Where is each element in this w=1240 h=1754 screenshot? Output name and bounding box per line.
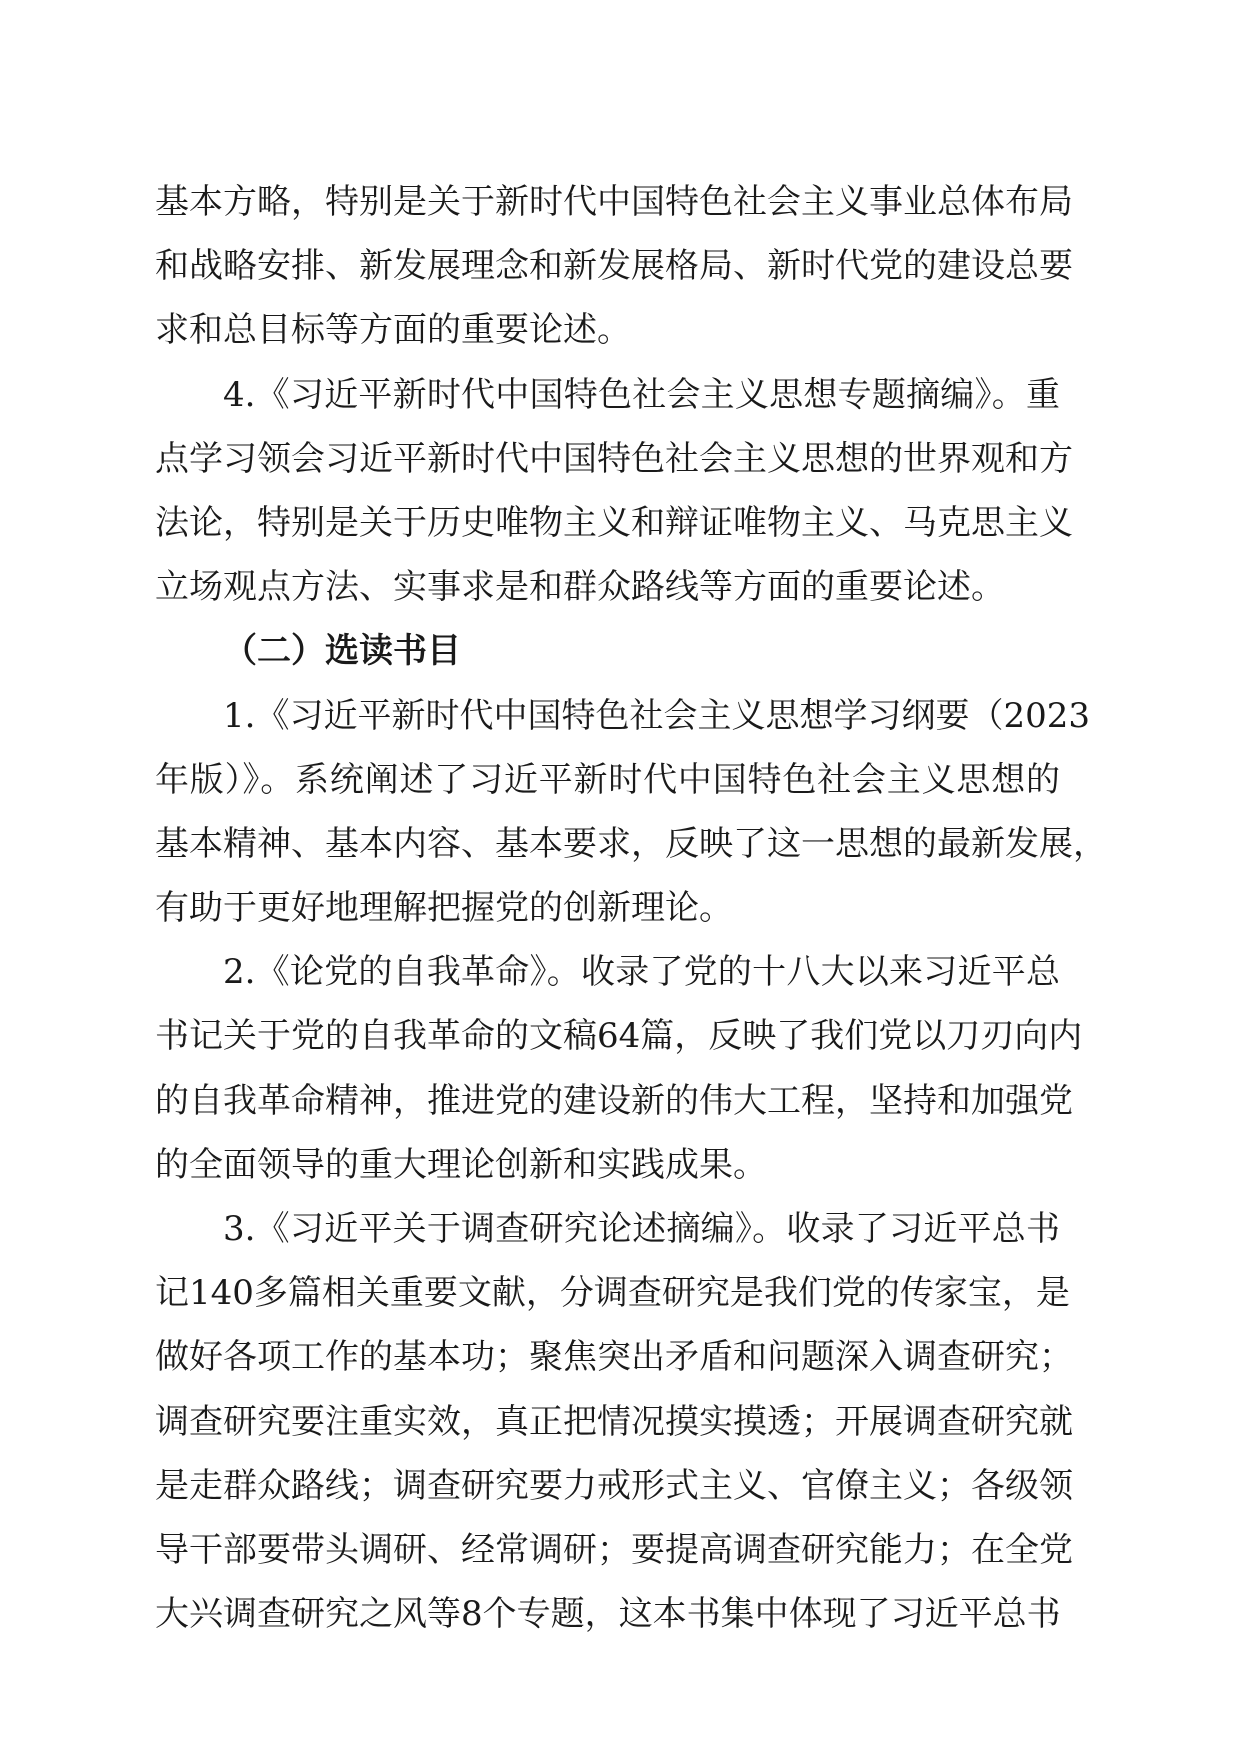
text-line: 做好各项工作的基本功；聚焦突出矛盾和问题深入调查研究； — [155, 1337, 1073, 1378]
text-line: 大兴调查研究之风等8个专题，这本书集中体现了习近平总书 — [155, 1594, 1061, 1635]
required-item-4-paragraph — [155, 363, 1073, 620]
text-line: 求和总目标等方面的重要论述。 — [155, 310, 631, 351]
elective-item-2-paragraph — [155, 940, 1083, 1197]
text-line: 年版）》。系统阐述了习近平新时代中国特色社会主义思想的 — [155, 759, 1060, 800]
text-line: 调查研究要注重实效，真正把情况摸实摸透；开展调查研究就 — [155, 1401, 1073, 1442]
text-line: 的全面领导的重大理论创新和实践成果。 — [155, 1144, 767, 1185]
text-line: 基本方略，特别是关于新时代中国特色社会主义事业总体布局 — [155, 182, 1073, 222]
elective-item-3-paragraph — [155, 1197, 1073, 1646]
text-line: 书记关于党的自我革命的文稿64篇，反映了我们党以刀刃向内 — [155, 1016, 1083, 1057]
text-line: 4.《习近平新时代中国特色社会主义思想专题摘编》。重 — [223, 374, 1060, 415]
text-line: 法论，特别是关于历史唯物主义和辩证唯物主义、马克思主义 — [155, 502, 1073, 543]
text-line: 2.《论党的自我革命》。收录了党的十八大以来习近平总 — [223, 952, 1060, 993]
text-line: 有助于更好地理解把握党的创新理论。 — [155, 888, 733, 929]
text-line: 点学习领会习近平新时代中国特色社会主义思想的世界观和方 — [155, 438, 1073, 479]
text-line: 是走群众路线；调查研究要力戒形式主义、官僚主义；各级领 — [155, 1465, 1073, 1506]
text-line: 的自我革命精神，推进党的建设新的伟大工程，坚持和加强党 — [155, 1080, 1073, 1121]
text-line: 记140多篇相关重要文献，分调查研究是我们党的传家宝，是 — [155, 1273, 1070, 1314]
elective-item-1-paragraph — [155, 684, 1107, 941]
section-heading-elective-books: （二）选读书目 — [223, 631, 461, 672]
text-line: 基本精神、基本内容、基本要求，反映了这一思想的最新发展， — [155, 823, 1107, 864]
continued-paragraph — [155, 170, 1073, 363]
text-line: 3.《习近平关于调查研究论述摘编》。收录了习近平总书 — [223, 1209, 1060, 1249]
document-page — [155, 170, 1107, 1646]
text-line: 立场观点方法、实事求是和群众路线等方面的重要论述。 — [155, 567, 1005, 608]
text-line: 和战略安排、新发展理念和新发展格局、新时代党的建设总要 — [155, 246, 1073, 287]
text-line: 1.《习近平新时代中国特色社会主义思想学习纲要（2023 — [223, 695, 1090, 736]
text-line: 导干部要带头调研、经常调研；要提高调查研究能力；在全党 — [155, 1529, 1073, 1570]
